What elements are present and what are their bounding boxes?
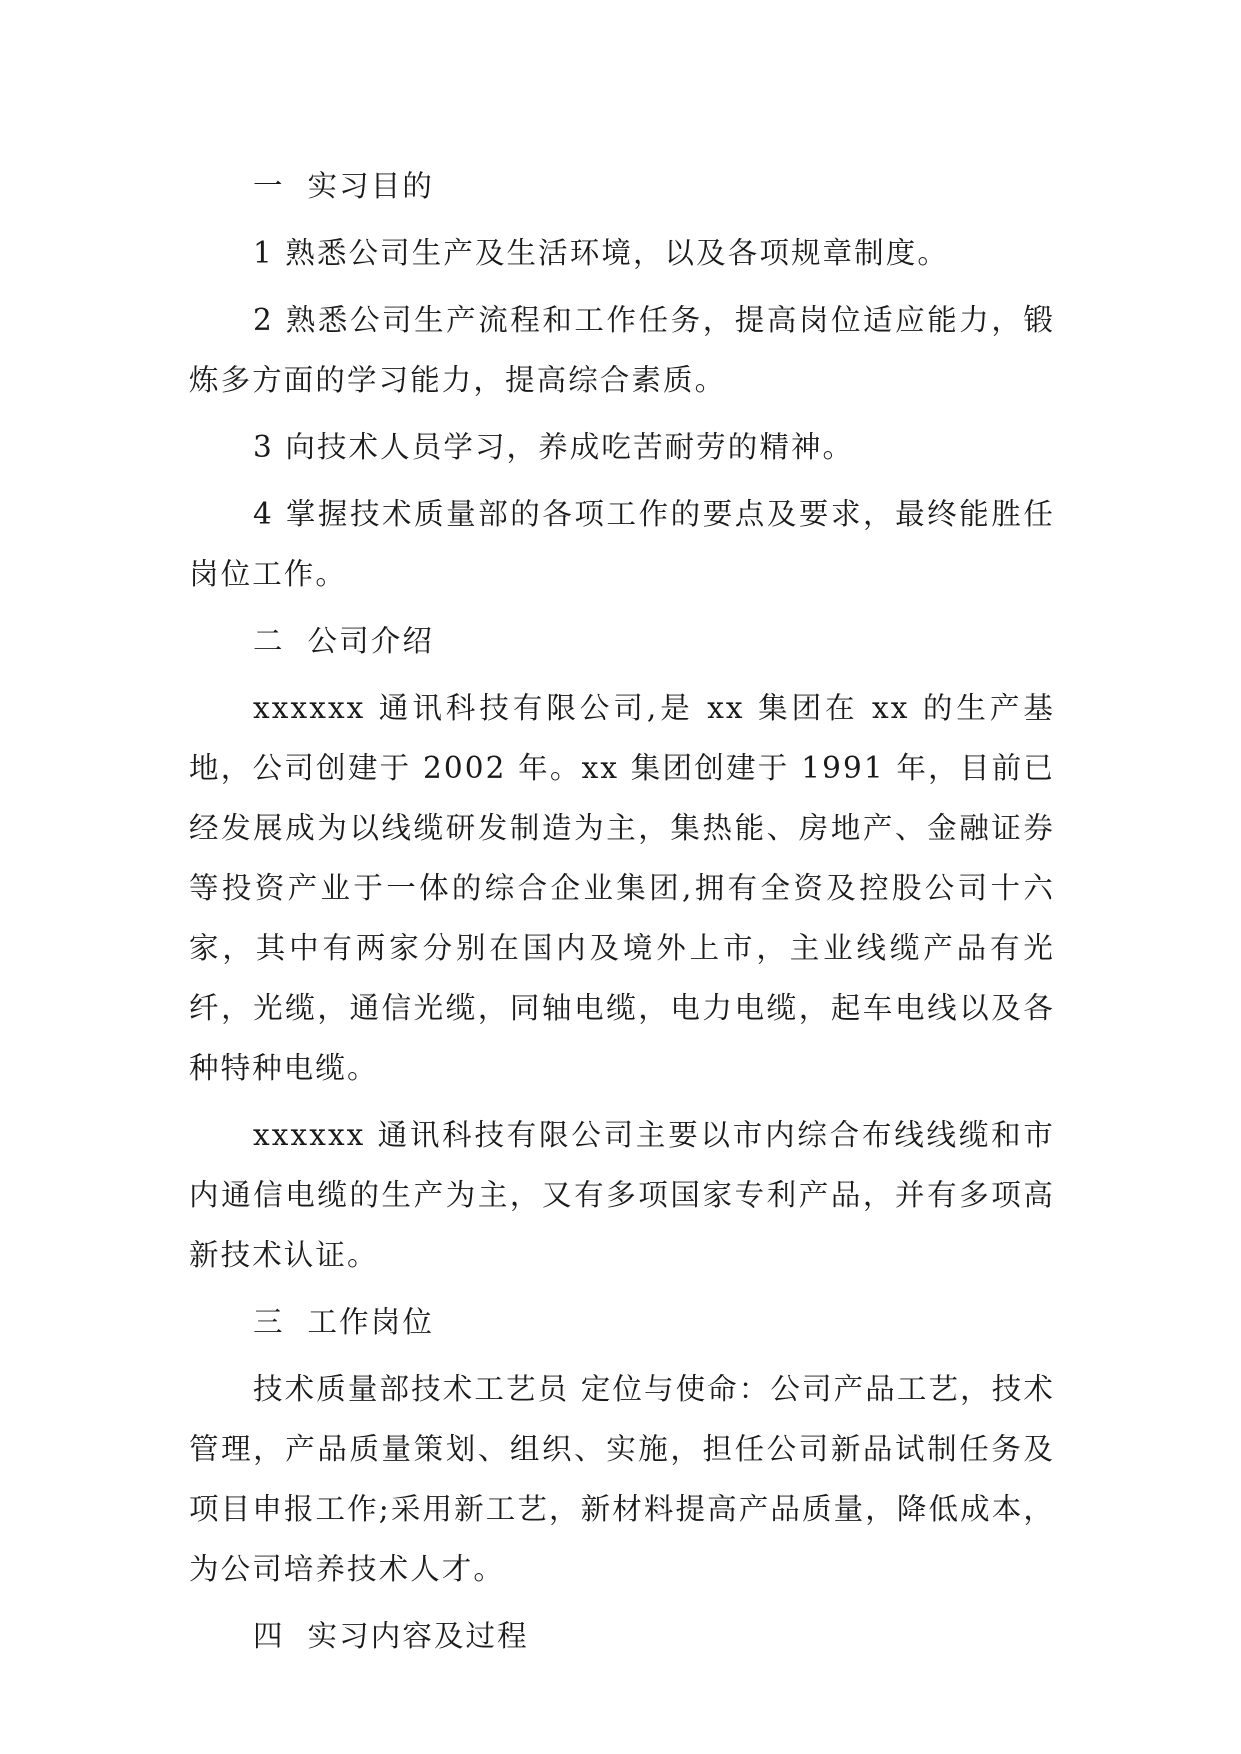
paragraph-purpose-4: 4 掌握技术质量部的各项工作的要点及要求，最终能胜任岗位工作。 (189, 497, 1055, 591)
paragraph-purpose-2: 2 熟悉公司生产流程和工作任务，提高岗位适应能力，锻炼多方面的学习能力，提高综合素质。 (189, 303, 1055, 397)
paragraph-company-1: xxxxxx 通讯科技有限公司,是 xx 集团在 xx 的生产基地，公司创建于 2002 年。xx 集团创建于 1991 年，目前已经发展成为以线缆研发制造为主，集热能、房地产、金融证券等投资产业于一体的综合企业集团,拥有全资及控股公司十六家，其中有两家分别在国内及境外上市，主业线缆产品有光纤，光缆，通信光缆，同轴电缆，电力电缆，起车电线以及各种特种电缆。 (189, 691, 1055, 1085)
paragraph-company-2: xxxxxx 通讯科技有限公司主要以市内综合布线线缆和市内通信电缆的生产为主，又有多项国家专利产品，并有多项高新技术认证。 (189, 1118, 1055, 1272)
section-heading-position: 三 工作岗位 (253, 1305, 434, 1339)
paragraph-purpose-1: 1 熟悉公司生产及生活环境，以及各项规章制度。 (253, 236, 949, 270)
section-heading-company: 二 公司介绍 (253, 624, 434, 658)
document-body (189, 156, 1055, 1666)
paragraph-purpose-3: 3 向技术人员学习，养成吃苦耐劳的精神。 (253, 430, 855, 464)
section-heading-purpose: 一 实习目的 (253, 169, 434, 203)
section-heading-content: 四 实习内容及过程 (253, 1619, 529, 1653)
paragraph-position-1: 技术质量部技术工艺员 定位与使命：公司产品工艺，技术管理，产品质量策划、组织、实施，担任公司新品试制任务及项目申报工作;采用新工艺，新材料提高产品质量，降低成本，为公司培养技术人才。 (189, 1372, 1055, 1586)
